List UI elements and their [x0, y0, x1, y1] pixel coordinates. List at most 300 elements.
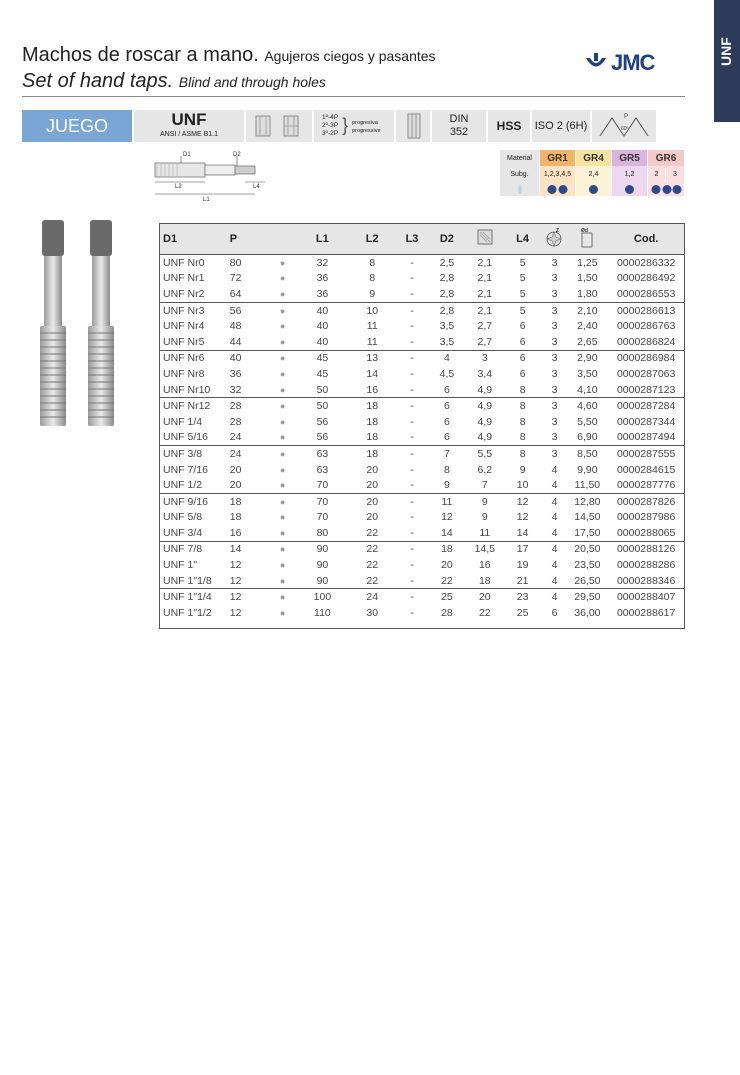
cell-sq: 2,1 — [477, 304, 493, 317]
coolant-row — [500, 182, 685, 196]
cell-code: 0000286613 — [616, 304, 676, 317]
dot-icon: ● — [279, 607, 286, 618]
cell-z: 3 — [551, 272, 558, 285]
cell-l3: - — [410, 511, 414, 524]
cell-z: 3 — [551, 447, 558, 460]
table-row — [160, 445, 684, 462]
cell-code: 0000287776 — [616, 479, 676, 492]
col-d1: D1 — [163, 233, 178, 245]
cell-l3: - — [410, 272, 414, 285]
cell-d2: 6 — [444, 415, 450, 428]
subg-gr4: 2,4 — [576, 166, 612, 182]
l4-label: L4 — [253, 184, 260, 190]
table-row — [160, 605, 684, 621]
cell-d1: UNF 1"1/4 — [163, 591, 212, 604]
pitch-label: P — [624, 114, 629, 120]
cell-drill: 5,50 — [577, 415, 598, 428]
coolant-badges-icon — [547, 184, 569, 195]
cell-d2: 22 — [441, 574, 453, 587]
col-l4: L4 — [516, 233, 529, 245]
cell-code: 0000287063 — [616, 367, 676, 380]
thread-name: UNF — [171, 110, 207, 129]
l1-label: L1 — [203, 197, 210, 203]
table-row — [160, 414, 684, 430]
cell-p: 28 — [229, 400, 242, 413]
group-gr6: GR6 — [648, 150, 685, 166]
cell-code: 0000286492 — [616, 272, 676, 285]
cell-drill: 1,80 — [577, 287, 598, 300]
cell-l2: 8 — [369, 272, 376, 285]
dot-icon: ● — [279, 512, 286, 523]
dot-icon: ● — [279, 480, 286, 491]
tap-2 — [88, 220, 114, 426]
dot-icon: ● — [279, 527, 286, 538]
cell-d1: UNF 3/8 — [163, 447, 203, 460]
cell-drill: 2,10 — [577, 304, 598, 317]
table-row — [160, 382, 684, 398]
cell-l4: 12 — [516, 495, 529, 508]
cell-l1: 90 — [316, 574, 329, 587]
hand-taps-image — [36, 218, 126, 433]
table-row — [160, 510, 684, 526]
cell-sq: 16 — [478, 559, 491, 572]
cell-sq: 2,1 — [477, 256, 493, 269]
table-row — [160, 588, 684, 605]
cell-l3: - — [410, 606, 414, 619]
material-label: Material — [500, 150, 540, 166]
progressive-label — [352, 114, 380, 138]
table-row — [160, 334, 684, 350]
cell-l3: - — [410, 256, 414, 269]
cell-l2: 22 — [366, 559, 379, 572]
cell-l4: 6 — [519, 352, 526, 365]
side-tab — [714, 0, 740, 122]
cell-drill: 17,50 — [574, 526, 601, 539]
cell-d2: 6 — [444, 383, 450, 396]
title-english — [22, 70, 326, 93]
cell-sq: 18 — [478, 574, 491, 587]
cell-z: 4 — [551, 559, 558, 572]
group-gr4: GR4 — [576, 150, 612, 166]
cell-l2: 20 — [366, 463, 379, 476]
dot-icon: ● — [279, 368, 286, 379]
title-es-sub: Agujeros ciegos y pasantes — [264, 48, 436, 64]
table-row — [160, 557, 684, 573]
cell-l2: 22 — [366, 526, 379, 539]
cell-l4: 10 — [516, 479, 529, 492]
subg-gr1: 1,2,3,4,5 — [540, 166, 576, 182]
cell-l4: 8 — [519, 383, 526, 396]
cell-drill: 1,50 — [577, 272, 598, 285]
cell-sq: 22 — [478, 606, 491, 619]
cell-p: 80 — [229, 256, 242, 269]
cell-z: 3 — [551, 431, 558, 444]
step-list — [322, 114, 338, 138]
cell-l2: 16 — [366, 383, 379, 396]
cell-z: 3 — [551, 383, 558, 396]
coolant-drop-icon — [500, 182, 540, 196]
cell-l1: 100 — [313, 591, 332, 604]
tap-types-icon — [246, 110, 314, 142]
cell-sq: 9 — [481, 495, 488, 508]
progressive-steps — [314, 110, 396, 142]
cell-z: 3 — [551, 367, 558, 380]
cell-l2: 18 — [366, 447, 379, 460]
cell-p: 24 — [229, 447, 242, 460]
cell-l4: 5 — [519, 304, 526, 317]
cell-sq: 2,7 — [477, 320, 493, 333]
cell-drill: 2,90 — [577, 352, 598, 365]
step-3: 3º-2P — [322, 130, 339, 137]
cell-sq: 2,7 — [477, 335, 493, 348]
cell-d1: UNF 1"1/8 — [163, 574, 212, 587]
cell-sq: 2,1 — [477, 287, 493, 300]
dot-icon: ● — [279, 336, 286, 347]
group-gr5: GR5 — [612, 150, 648, 166]
cell-p: 56 — [229, 304, 242, 317]
cell-p: 72 — [229, 272, 242, 285]
dot-icon: ● — [279, 496, 286, 507]
dot-icon: ● — [279, 448, 286, 459]
subg-gr6-b: 3 — [666, 166, 685, 182]
cell-code: 0000288617 — [616, 606, 676, 619]
dot-icon: ● — [279, 353, 286, 364]
cell-sq: 9 — [481, 511, 488, 524]
col-l1: L1 — [315, 233, 329, 245]
dot-icon: ● — [279, 288, 286, 299]
cell-l1: 50 — [316, 400, 329, 413]
dot-icon: ● — [279, 560, 286, 571]
cell-drill: 6,90 — [577, 431, 598, 444]
table-row — [160, 286, 684, 302]
cell-l1: 90 — [316, 543, 329, 556]
cell-l4: 19 — [516, 559, 529, 572]
table-row — [160, 541, 684, 558]
cell-d1: UNF Nr8 — [163, 367, 205, 380]
cell-d2: 2,8 — [439, 272, 455, 285]
cell-l2: 24 — [366, 591, 379, 604]
cell-code: 0000287494 — [616, 431, 676, 444]
cell-code: 0000287123 — [616, 383, 676, 396]
cell-l1: 63 — [316, 447, 329, 460]
table-row — [160, 430, 684, 446]
cell-drill: 2,40 — [577, 320, 598, 333]
flutes-icon — [542, 227, 566, 252]
juego-badge: JUEGO — [22, 110, 134, 142]
cell-d1: UNF Nr1 — [163, 272, 205, 285]
side-tab-label: UNF — [718, 37, 734, 66]
cell-d1: UNF Nr6 — [163, 352, 205, 365]
cell-code: 0000286553 — [616, 287, 676, 300]
dot-icon: ● — [279, 401, 286, 412]
hss-material: HSS — [488, 110, 532, 142]
cell-sq: 2,1 — [477, 272, 493, 285]
dot-icon: ● — [279, 432, 286, 443]
progressive-en: progressive — [352, 128, 381, 134]
cell-l1: 70 — [316, 479, 329, 492]
cell-l3: - — [410, 495, 414, 508]
material-row — [500, 150, 685, 166]
tap-1 — [40, 220, 66, 426]
table-row — [160, 477, 684, 493]
cell-l2: 11 — [366, 320, 378, 333]
cell-l4: 12 — [516, 511, 529, 524]
cell-d2: 2,8 — [439, 287, 455, 300]
square-drive-icon — [467, 228, 503, 251]
cell-l3: - — [410, 352, 414, 365]
cell-p: 32 — [229, 383, 242, 396]
cell-z: 4 — [551, 591, 558, 604]
cell-l2: 18 — [366, 400, 379, 413]
cell-code: 0000287555 — [616, 447, 676, 460]
cell-p: 36 — [229, 367, 242, 380]
cell-d1: UNF Nr12 — [163, 400, 211, 413]
cell-l2: 8 — [369, 256, 376, 269]
cell-code: 0000286824 — [616, 335, 676, 348]
cell-z: 3 — [551, 287, 558, 300]
cell-l2: 30 — [366, 606, 379, 619]
coolant-badges-icon — [650, 184, 682, 195]
ansi-standard: ANSI / ASME B1.1 — [160, 131, 218, 138]
cell-l2: 13 — [366, 352, 379, 365]
cell-code: 0000287284 — [616, 400, 676, 413]
cell-l4: 8 — [519, 400, 526, 413]
d2-label: D2 — [233, 152, 241, 158]
subgroup-label: Subg. — [500, 166, 540, 182]
cell-code: 0000288346 — [616, 574, 676, 587]
cell-z: 4 — [551, 543, 558, 556]
title-en-main: Set of hand taps. — [22, 70, 174, 92]
cell-d2: 4,5 — [439, 367, 455, 380]
cell-p: 28 — [229, 415, 242, 428]
cell-l1: 90 — [316, 559, 329, 572]
cell-l1: 45 — [316, 367, 329, 380]
cell-p: 40 — [229, 352, 242, 365]
cell-z: 6 — [551, 606, 558, 619]
dot-icon: ● — [279, 592, 286, 603]
cell-code: 0000286332 — [616, 256, 676, 269]
col-d2: D2 — [439, 233, 454, 245]
cell-d1: UNF 1/4 — [163, 415, 203, 428]
material-groups — [500, 150, 685, 196]
cell-l3: - — [410, 367, 414, 380]
cell-z: 3 — [551, 256, 558, 269]
cell-drill: 14,50 — [574, 511, 601, 524]
logo-mark-icon — [585, 53, 607, 73]
cell-p: 12 — [229, 606, 242, 619]
cell-d1: UNF Nr10 — [163, 383, 211, 396]
table-row — [160, 573, 684, 589]
cell-z: 3 — [551, 335, 558, 348]
cell-l3: - — [410, 415, 414, 428]
din-label: DIN — [449, 113, 469, 125]
cell-l2: 14 — [366, 367, 379, 380]
cell-d2: 25 — [441, 591, 453, 604]
cell-d2: 2,5 — [439, 256, 455, 269]
cell-drill: 3,50 — [577, 367, 598, 380]
table-row — [160, 462, 684, 478]
cell-d2: 11 — [441, 495, 453, 508]
cell-p: 18 — [229, 495, 242, 508]
cell-l2: 22 — [366, 574, 379, 587]
cell-l4: 21 — [516, 574, 529, 587]
cell-drill: 11,50 — [574, 479, 601, 492]
cell-l3: - — [410, 287, 414, 300]
cell-sq: 6,2 — [477, 463, 493, 476]
cell-l4: 9 — [519, 463, 526, 476]
cell-sq: 4,9 — [477, 400, 493, 413]
cell-z: 3 — [551, 320, 558, 333]
dot-icon: ● — [279, 575, 286, 586]
cell-sq: 3 — [481, 352, 488, 365]
dot-icon: ● — [279, 464, 286, 475]
cell-code: 0000288407 — [616, 591, 676, 604]
subgroup-row — [500, 166, 685, 182]
cell-sq: 3,4 — [477, 367, 493, 380]
cell-z: 4 — [551, 495, 558, 508]
cell-z: 4 — [551, 479, 558, 492]
cell-d1: UNF 7/8 — [163, 543, 203, 556]
cell-d1: UNF 3/4 — [163, 526, 203, 539]
cell-z: 4 — [551, 574, 558, 587]
cell-l3: - — [410, 383, 414, 396]
table-row — [160, 350, 684, 367]
cell-l1: 110 — [314, 606, 331, 619]
cell-sq: 11 — [479, 526, 491, 539]
cell-l1: 45 — [316, 352, 329, 365]
cell-d2: 14 — [441, 526, 453, 539]
title-es-main: Machos de roscar a mano. — [22, 44, 259, 66]
cell-l1: 36 — [316, 272, 329, 285]
cell-l3: - — [410, 591, 414, 604]
cell-p: 64 — [229, 287, 242, 300]
cell-l2: 10 — [366, 304, 379, 317]
cell-z: 4 — [551, 463, 558, 476]
cell-l3: - — [410, 335, 414, 348]
cell-code: 0000287344 — [616, 415, 676, 428]
cell-l1: 70 — [316, 511, 329, 524]
group-gr1: GR1 — [540, 150, 576, 166]
cell-d2: 2,8 — [439, 304, 455, 317]
cell-l1: 40 — [316, 335, 329, 348]
cell-p: 14 — [229, 543, 242, 556]
cell-l1: 56 — [316, 415, 329, 428]
coolant-gr5 — [612, 182, 648, 196]
cell-l3: - — [410, 479, 414, 492]
cell-l3: - — [410, 463, 414, 476]
cell-l2: 9 — [369, 287, 376, 300]
cell-drill: 20,50 — [574, 543, 601, 556]
dot-icon: ● — [279, 257, 286, 268]
cell-l2: 18 — [366, 415, 379, 428]
svg-text:Z: Z — [556, 227, 560, 234]
thread-standard — [134, 110, 246, 142]
col-cod: Cod. — [633, 233, 659, 245]
cell-l1: 70 — [316, 495, 329, 508]
din-number: 352 — [449, 126, 469, 138]
cell-d1: UNF 5/8 — [163, 511, 203, 524]
cell-l2: 20 — [366, 511, 379, 524]
table-row — [160, 493, 684, 510]
coolant-badge-icon — [624, 184, 635, 195]
tap-specs-table — [159, 223, 685, 629]
cell-l4: 6 — [519, 320, 526, 333]
cell-p: 18 — [229, 511, 242, 524]
table-row — [160, 255, 684, 271]
table-row — [160, 525, 684, 541]
tap-dimension-diagram — [145, 148, 275, 204]
cell-l3: - — [410, 400, 414, 413]
cell-drill: 1,25 — [577, 256, 598, 269]
cell-l3: - — [410, 431, 414, 444]
cell-code: 0000287986 — [616, 511, 676, 524]
cell-drill: 29,50 — [574, 591, 601, 604]
dot-icon: ● — [279, 321, 286, 332]
cell-l4: 14 — [516, 526, 529, 539]
title-divider — [22, 96, 685, 97]
cell-l3: - — [410, 559, 414, 572]
cell-drill: 36,00 — [574, 606, 601, 619]
cell-l1: 50 — [316, 383, 329, 396]
cell-l3: - — [410, 526, 414, 539]
cell-p: 12 — [229, 559, 242, 572]
col-p: P — [229, 233, 238, 245]
cell-d2: 6 — [444, 400, 450, 413]
dot-icon: ● — [279, 416, 286, 427]
cell-d2: 20 — [441, 559, 453, 572]
coolant-gr1 — [540, 182, 576, 196]
cell-l1: 40 — [316, 320, 329, 333]
cell-d1: UNF 1/2 — [163, 479, 203, 492]
tap-body-icon — [396, 110, 432, 142]
cell-d2: 3,5 — [439, 320, 455, 333]
cell-drill: 4,60 — [577, 400, 598, 413]
d1-label: D1 — [183, 152, 191, 158]
cell-sq: 20 — [478, 591, 491, 604]
cell-p: 48 — [229, 320, 242, 333]
cell-code: 0000286763 — [616, 320, 676, 333]
cell-code: 0000288126 — [616, 543, 676, 556]
cell-code: 0000284615 — [616, 463, 676, 476]
cell-sq: 4,9 — [477, 431, 493, 444]
cell-l1: 80 — [316, 526, 329, 539]
table-body — [160, 255, 684, 621]
cell-l1: 36 — [316, 287, 329, 300]
table-row — [160, 366, 684, 382]
cell-p: 20 — [229, 479, 242, 492]
cell-d1: UNF Nr4 — [163, 320, 205, 333]
cell-code: 0000288065 — [616, 526, 676, 539]
logo-text: JMC — [611, 50, 655, 75]
cell-drill: 26,50 — [574, 574, 601, 587]
col-l3: L3 — [405, 233, 419, 245]
coolant-gr4 — [576, 182, 612, 196]
cell-d1: UNF 9/16 — [163, 495, 208, 508]
cell-p: 12 — [229, 591, 242, 604]
progressive-es: progresiva — [352, 120, 378, 126]
cell-l2: 20 — [366, 495, 379, 508]
cell-l2: 18 — [366, 431, 379, 444]
cell-l4: 23 — [516, 591, 529, 604]
cell-l4: 8 — [519, 415, 526, 428]
cell-d2: 9 — [444, 479, 450, 492]
cell-d1: UNF 1"1/2 — [163, 606, 212, 619]
cell-d2: 8 — [444, 463, 450, 476]
cell-p: 44 — [229, 335, 242, 348]
cell-d2: 18 — [441, 543, 453, 556]
cell-l4: 17 — [516, 543, 529, 556]
thread-profile-icon — [592, 110, 656, 142]
